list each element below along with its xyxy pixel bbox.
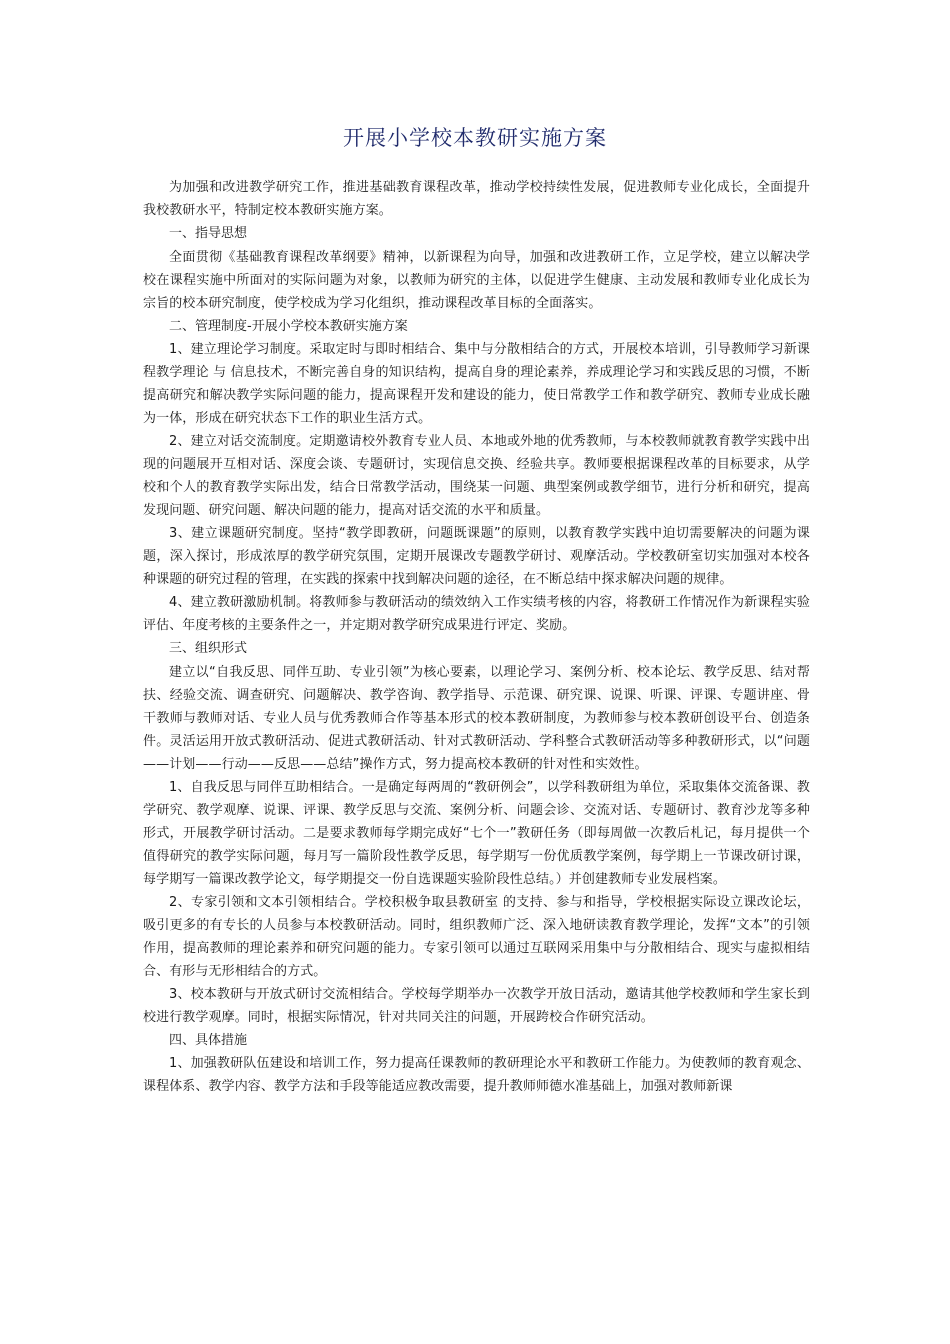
section-heading-organization-form: 三、组织形式 bbox=[169, 641, 248, 656]
section-heading-specific-measures: 四、具体措施 bbox=[169, 1032, 248, 1048]
paragraph-incentive-mechanism: 4、建立教研激励机制。将教师参与教研活动的绩效纳入工作实绩考核的内容，将教研工作情况作为新课程实验评估、年度考核的主要条件之一，并定期对教学研究成果进行评定、奖励。 bbox=[143, 595, 810, 633]
section-heading-management-system: 二、管理制度-开展小学校本教研实施方案 bbox=[169, 318, 408, 334]
paragraph-expert-guidance: 2、专家引领和文本引领相结合。学校积极争取县教研室 的支持、参与和指导，学校根据实际设立课改论坛，吸引更多的有专长的人员参与本校教研活动。同时，组织教师广泛、深入地研读教育教学理论，发挥“文本”的引领作用，提高教师的理论素养和研究问题的能力。专家引领可以通过互联网采用集中与分散相结合、现实与虚拟相结合、有形与无形相结合的方式。 bbox=[143, 894, 810, 979]
document-body bbox=[143, 176, 810, 1098]
paragraph-team-building: 1、加强教研队伍建设和培训工作，努力提高任课教师的教研理论水平和教研工作能力。为使教师的教育观念、课程体系、教学内容、教学方法和手段等能适应教改需要，提升教师师德水准基础上，加强对教师新课 bbox=[143, 1056, 810, 1094]
document-title: 开展小学校本教研实施方案 bbox=[343, 126, 607, 150]
section-heading-guiding-ideology: 一、指导思想 bbox=[169, 226, 248, 241]
paragraph-theory-study: 1、建立理论学习制度。采取定时与即时相结合、集中与分散相结合的方式，开展校本培训，引导教师学习新课程教学理论 与 信息技术，不断完善自身的知识结构，提高自身的理论素养，养成理论学习和实践反思的习惯，不断提高研究和解决教学实际问题的能力，提高课程开发和建设的能力，使日常教学工作和教学研究、教师专业成长融为一体，形成在研究状态下工作的职业生活方式。 bbox=[143, 342, 810, 426]
paragraph-open-exchange: 3、校本教研与开放式研讨交流相结合。学校每学期举办一次教学开放日活动，邀请其他学校教师和学生家长到校进行教学观摩。同时，根据实际情况，针对共同关注的问题，开展跨校合作研究活动。 bbox=[143, 986, 810, 1025]
paragraph-organization-form: 建立以“自我反思、同伴互助、专业引领”为核心要素，以理论学习、案例分析、校本论坛、教学反思、结对帮扶、经验交流、调查研究、问题解决、教学咨询、教学指导、示范课、研究课、说课、听课、评课、专题讲座、骨干教师与教师对话、专业人员与优秀教师合作等基本形式的校本教研制度，为教师参与校本教研创设平台、创造条件。灵活运用开放式教研活动、促进式教研活动、针对式教研活动、学科整合式教研活动等多种教研形式，以“问题——计划——行动——反思——总结”操作方式，努力提高校本教研的针对性和实效性。 bbox=[143, 664, 810, 772]
paragraph-guiding-ideology: 全面贯彻《基础教育课程改革纲要》精神，以新课程为向导，加强和改进教研工作，立足学校，建立以解决学校在课程实施中所面对的实际问题为对象，以教师为研究的主体，以促进学生健康、主动发展和教师专业化成长为宗旨的校本研究制度，使学校成为学习化组织，推动课程改革目标的全面落实。 bbox=[143, 249, 810, 311]
paragraph-topic-research: 3、建立课题研究制度。坚持“教学即教研，问题既课题”的原则，以教育教学实践中迫切需要解决的问题为课题，深入探讨，形成浓厚的教学研究氛围，定期开展课改专题教学研讨、观摩活动。学校教研室切实加强对本校各种课题的研究过程的管理，在实践的探索中找到解决问题的途径，在不断总结中探求解决问题的规律。 bbox=[143, 526, 810, 587]
paragraph-self-reflection: 1、自我反思与同伴互助相结合。一是确定每两周的“教研例会”，以学科教研组为单位，采取集体交流备课、教学研究、教学观摩、说课、评课、教学反思与交流、案例分析、问题会诊、交流对话、专题研讨、教育沙龙等多种形式，开展教学研讨活动。二是要求教师每学期完成好“七个一”教研任务（即每周做一次教后札记，每月提供一个值得研究的教学实际问题，每月写一篇阶段性教学反思，每学期写一份优质教学案例，每学期上一节课改研讨课，每学期写一篇课改教学论文，每学期提交一份自选课题实验阶段性总结。）并创建教师专业发展档案。 bbox=[143, 779, 810, 887]
intro-paragraph: 为加强和改进教学研究工作，推进基础教育课程改革，推动学校持续性发展，促进教师专业化成长，全面提升我校教研水平，特制定校本教研实施方案。 bbox=[143, 180, 810, 218]
paragraph-dialogue-exchange: 2、建立对话交流制度。定期邀请校外教育专业人员、本地或外地的优秀教师，与本校教师就教育教学实践中出现的问题展开互相对话、深度会谈、专题研讨，实现信息交换、经验共享。教师要根据课程改革的目标要求，从学校和个人的教育教学实际出发，结合日常教学活动，围绕某一问题、典型案例或教学细节，进行分析和研究，提高发现问题、研究问题、解决问题的能力，提高对话交流的水平和质量。 bbox=[143, 434, 810, 518]
